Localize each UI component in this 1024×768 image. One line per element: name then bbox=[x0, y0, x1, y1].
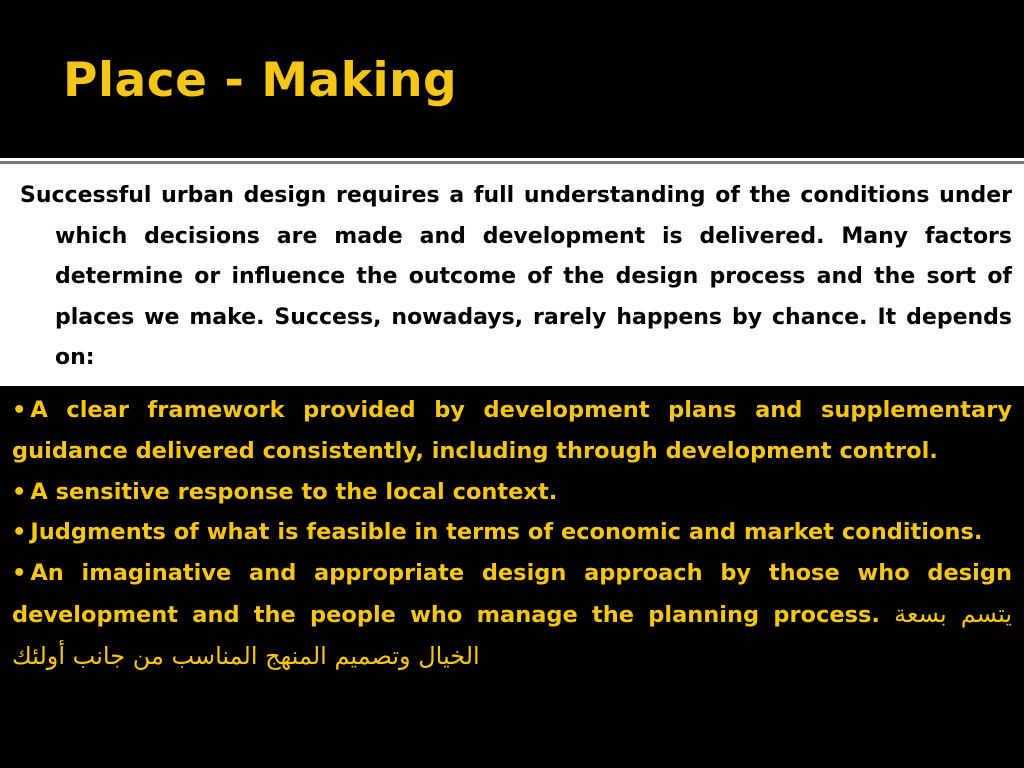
bullet-item bbox=[12, 472, 1012, 513]
intro-paragraph: Successful urban design requires a full understanding of the conditions under which decisions are made and development is delivered. Many factors determine or influence the outcome of the design process and the sort of places we make. Success, nowadays, rarely happens by chance. It depends on: bbox=[20, 183, 1012, 370]
bullet-item bbox=[12, 390, 1012, 472]
bullet-item bbox=[12, 512, 1012, 553]
slide-title: Place - Making bbox=[63, 53, 458, 108]
bullet-text: An imaginative and appropriate design approach by those who design development and the people who manage the planning process. bbox=[12, 560, 1012, 628]
arabic-translation: يتسم بسعة الخيال وتصميم المنهج المناسب من جانب أولئك bbox=[12, 599, 1013, 670]
bullet-text: Judgments of what is feasible in terms of economic and market conditions. bbox=[30, 519, 983, 546]
bullet-marker: • bbox=[12, 560, 27, 587]
title-band bbox=[0, 0, 1024, 158]
bullet-marker: • bbox=[12, 519, 27, 546]
bullet-marker: • bbox=[12, 397, 27, 423]
intro-box bbox=[0, 164, 1024, 386]
bullet-item bbox=[12, 553, 1012, 677]
bullet-text: A clear framework provided by development plans and supplementary guidance delivered consistently, including through development control. bbox=[12, 397, 1012, 464]
bullet-text: A sensitive response to the local context. bbox=[30, 478, 558, 505]
bullet-marker: • bbox=[12, 478, 27, 505]
bullet-list bbox=[0, 390, 1024, 768]
